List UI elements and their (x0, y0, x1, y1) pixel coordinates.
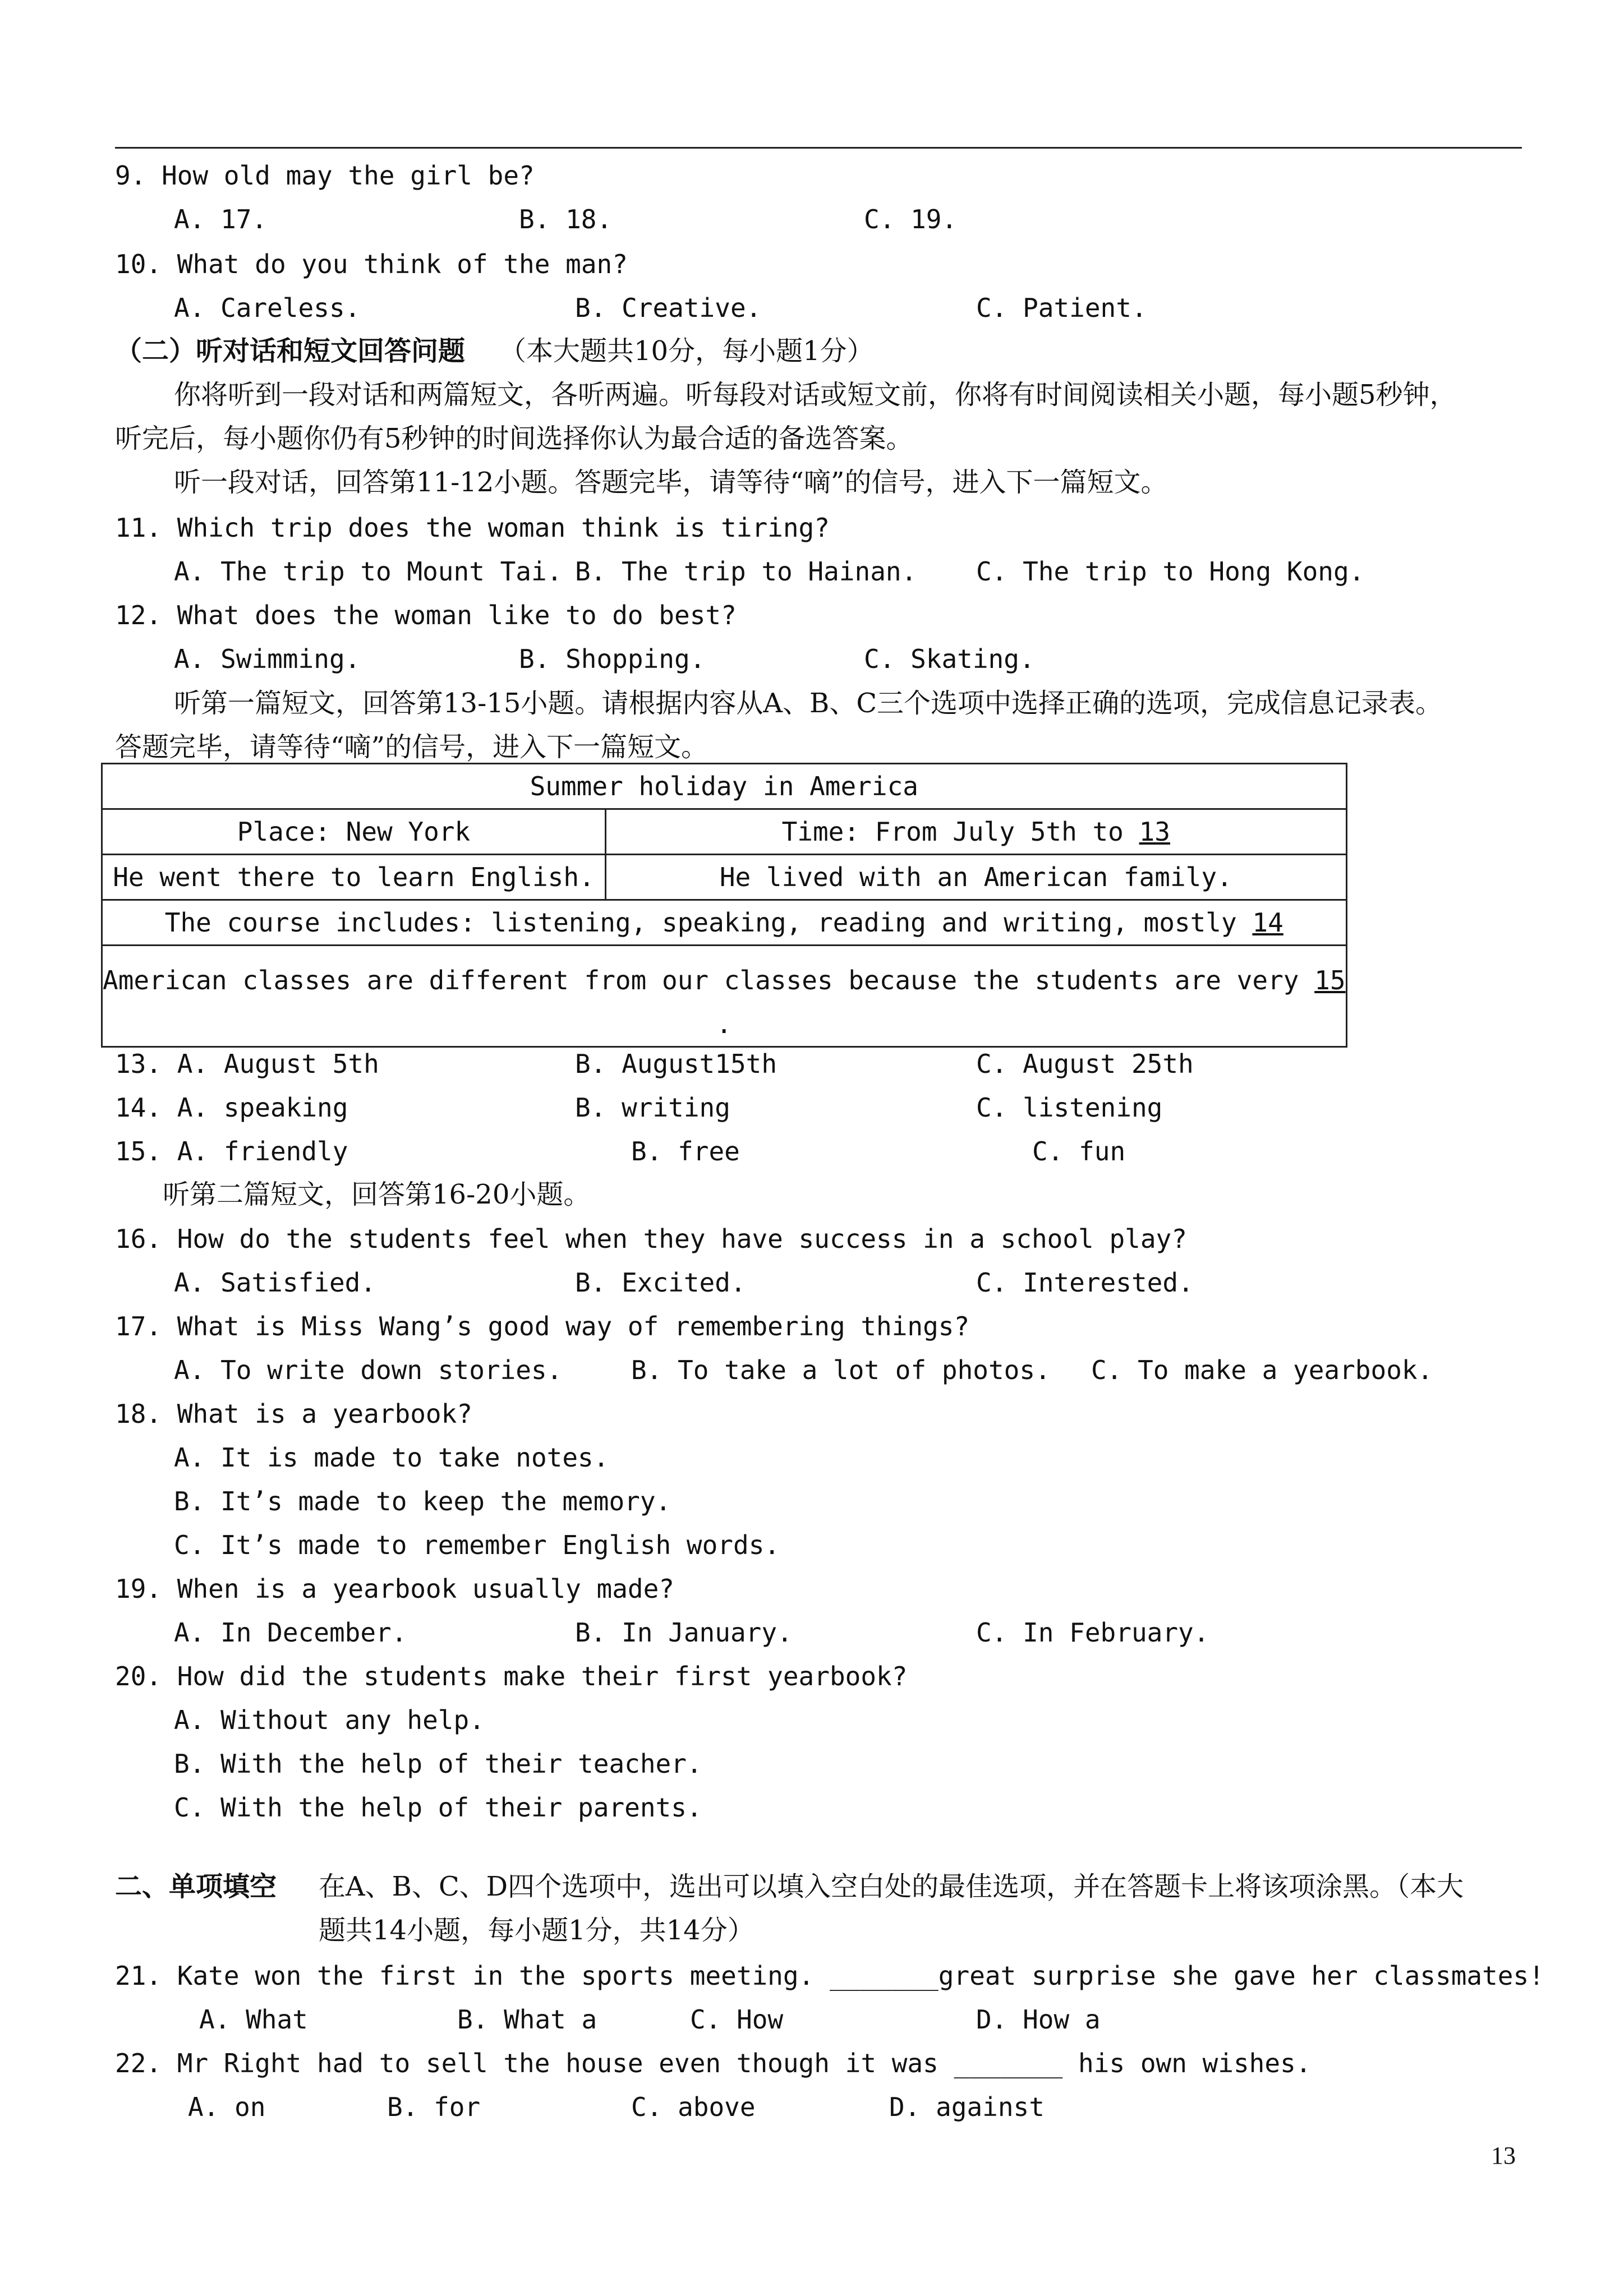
question-15-option-c: C. fun (1032, 1136, 1126, 1167)
question-13-option-a: 13. A. August 5th (115, 1049, 379, 1079)
question-11-stem: 11. Which trip does the woman think is tiring? (115, 513, 830, 543)
section-2-instruction-2: 听完后，每小题你仍有5秒钟的时间选择你认为最合适的备选答案。 (115, 423, 913, 454)
section-2-score: （本大题共10分，每小题1分） (499, 335, 874, 367)
passage-1-instruction-2: 答题完毕，请等待“嘀”的信号，进入下一篇短文。 (115, 731, 709, 763)
passage-1-instruction-1: 听第一篇短文，回答第13-15小题。请根据内容从A、B、C三个选项中选择正确的选项，完成信息记录表。 (174, 688, 1443, 719)
question-10-option-c: C. Patient. (976, 293, 1147, 323)
question-12-option-c: C. Skating. (864, 644, 1035, 674)
table-learn-cell: He went there to learn English. (102, 855, 606, 900)
passage-2-instruction: 听第二篇短文，回答第16-20小题。 (163, 1179, 591, 1210)
question-9-option-b: B. 18. (519, 204, 613, 234)
question-21-option-a: A. What (199, 2004, 308, 2035)
question-16-option-b: B. Excited. (575, 1267, 746, 1298)
question-13-option-b: B. August15th (575, 1049, 778, 1079)
table-course-blank: 14 (1252, 907, 1283, 938)
question-9-option-a: A. 17. (174, 204, 268, 234)
question-12-option-b: B. Shopping. (519, 644, 706, 674)
table-time-cell (606, 809, 1347, 855)
question-10-option-a: A. Careless. (174, 293, 361, 323)
question-21-option-b: B. What a (457, 2004, 597, 2035)
summer-holiday-table (101, 763, 1347, 1048)
table-course-text: The course includes: listening, speaking, reading and writing, mostly (164, 907, 1253, 938)
question-20-option-c: C. With the help of their parents. (174, 1792, 702, 1823)
question-18-option-b: B. It’s made to keep the memory. (174, 1486, 671, 1516)
table-classes-text: American classes are different from our classes because the students are very (103, 965, 1315, 995)
question-22-option-b: B. for (387, 2092, 481, 2122)
part-2-instruction-1: 在A、B、C、D四个选项中，选出可以填入空白处的最佳选项，并在答题卡上将该项涂黑。（本大 (319, 1871, 1464, 1902)
question-14-option-b: B. writing (575, 1092, 730, 1123)
table-classes-blank: 15 (1314, 965, 1346, 995)
page-number: 13 (1491, 2142, 1516, 2169)
question-20-option-b: B. With the help of their teacher. (174, 1749, 702, 1779)
question-22-stem: 22. Mr Right had to sell the house even though it was _______ his own wishes. (115, 2048, 1312, 2078)
question-19-stem: 19. When is a yearbook usually made? (115, 1574, 674, 1604)
question-18-option-c: C. It’s made to remember English words. (174, 1530, 780, 1560)
table-title: Summer holiday in America (102, 764, 1347, 809)
question-12-option-a: A. Swimming. (174, 644, 361, 674)
question-19-option-a: A. In December. (174, 1617, 407, 1648)
table-time-blank: 13 (1139, 817, 1170, 847)
question-17-option-c: C. To make a yearbook. (1091, 1355, 1433, 1385)
question-11-option-b: B. The trip to Hainan. (575, 556, 917, 587)
question-22-option-c: C. above (631, 2092, 756, 2122)
part-2-title: 二、单项填空 (115, 1871, 277, 1902)
section-2-instruction-3: 听一段对话，回答第11-12小题。答题完毕，请等待“嘀”的信号，进入下一篇短文。 (174, 467, 1168, 498)
question-16-option-a: A. Satisfied. (174, 1267, 376, 1298)
question-13-option-c: C. August 25th (976, 1049, 1194, 1079)
question-9-stem: 9. How old may the girl be? (115, 160, 535, 191)
question-11-option-a: A. The trip to Mount Tai. (174, 556, 563, 587)
table-lived-cell: He lived with an American family. (606, 855, 1347, 900)
question-18-stem: 18. What is a yearbook? (115, 1399, 472, 1429)
table-classes-end: . (716, 1009, 732, 1039)
question-21-stem: 21. Kate won the first in the sports meeting. _______great surprise she gave her classmates! (115, 1961, 1544, 1991)
question-22-option-a: A. on (188, 2092, 266, 2122)
question-15-option-b: B. free (631, 1136, 740, 1167)
question-16-option-c: C. Interested. (976, 1267, 1194, 1298)
question-14-option-c: C. listening (976, 1092, 1163, 1123)
question-20-option-a: A. Without any help. (174, 1705, 485, 1735)
question-19-option-b: B. In January. (575, 1617, 793, 1648)
question-9-option-c: C. 19. (864, 204, 958, 234)
section-2-title: （二）听对话和短文回答问题 (115, 335, 466, 367)
question-11-option-c: C. The trip to Hong Kong. (976, 556, 1365, 587)
question-20-stem: 20. How did the students make their first yearbook? (115, 1661, 908, 1691)
question-17-option-a: A. To write down stories. (174, 1355, 563, 1385)
header-rule (115, 147, 1522, 149)
part-2-instruction-2: 题共14小题，每小题1分，共14分） (319, 1915, 755, 1946)
question-19-option-c: C. In February. (976, 1617, 1209, 1648)
table-classes-cell (102, 946, 1347, 1047)
table-course-cell (102, 900, 1347, 946)
question-10-option-b: B. Creative. (575, 293, 762, 323)
question-12-stem: 12. What does the woman like to do best? (115, 600, 737, 630)
question-10-stem: 10. What do you think of the man? (115, 249, 628, 279)
question-21-option-c: C. How (690, 2004, 784, 2035)
question-22-option-d: D. against (889, 2092, 1045, 2122)
question-15-option-a: 15. A. friendly (115, 1136, 348, 1167)
table-place-cell: Place: New York (102, 809, 606, 855)
question-17-stem: 17. What is Miss Wang’s good way of remembering things? (115, 1311, 970, 1341)
question-14-option-a: 14. A. speaking (115, 1092, 348, 1123)
question-16-stem: 16. How do the students feel when they have success in a school play? (115, 1224, 1187, 1254)
question-17-option-b: B. To take a lot of photos. (631, 1355, 1051, 1385)
section-2-instruction-1: 你将听到一段对话和两篇短文，各听两遍。听每段对话或短文前，你将有时间阅读相关小题，每小题5秒钟， (174, 379, 1457, 411)
question-21-option-d: D. How a (976, 2004, 1101, 2035)
question-18-option-a: A. It is made to take notes. (174, 1442, 609, 1473)
table-time-text: Time: From July 5th to (781, 817, 1139, 847)
